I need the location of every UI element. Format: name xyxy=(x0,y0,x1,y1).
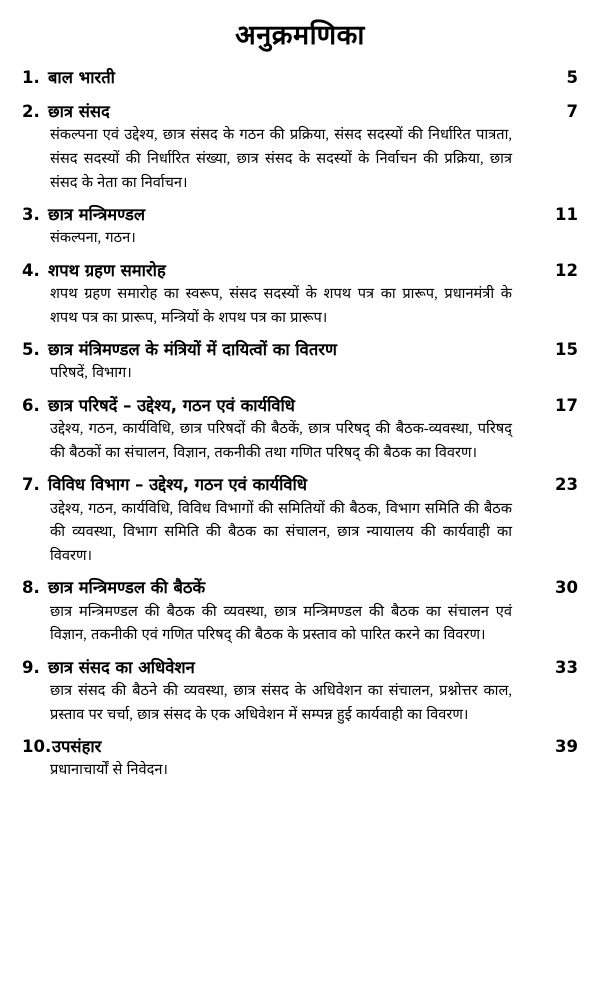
toc-entry-page-number[interactable]: 11 xyxy=(555,205,578,225)
toc-entry-description: उद्देश्य, गठन, कार्यविधि, छात्र परिषदों की बैठकें, छात्र परिषद् की बैठक-व्यवस्था, परिषद् की बैठकों का संचालन, विज्ञान, तकनीकी तथा गणित परिषद् की बैठक का विवरण। xyxy=(50,421,512,461)
toc-entry[interactable] xyxy=(22,393,578,465)
toc-entry-head-left xyxy=(22,202,540,227)
toc-entry-description: छात्र संसद की बैठने की व्यवस्था, छात्र संसद के अधिवेशन का संचालन, प्रश्नोत्तर काल, प्रस्ताव पर चर्चा, छात्र संसद के एक अधिवेशन में सम्पन्न हुई कार्यवाही का विवरण। xyxy=(50,682,512,723)
toc-entry-head[interactable] xyxy=(22,734,578,759)
toc-entry-head-left xyxy=(22,65,540,90)
toc-entry-page-number[interactable]: 5 xyxy=(566,68,578,88)
toc-entry[interactable] xyxy=(22,99,578,195)
toc-entry-title[interactable]: छात्र संसद xyxy=(48,102,110,122)
toc-entry-description: परिषदें, विभाग। xyxy=(50,365,132,382)
toc-entry-title[interactable]: छात्र संसद का अधिवेशन xyxy=(48,657,195,677)
toc-entry-description: प्रधानाचार्यों से निवेदन। xyxy=(50,762,168,779)
page-title: अनुक्रमणिका xyxy=(235,20,365,51)
toc-entry-title[interactable]: छात्र मन्त्रिमण्डल xyxy=(48,205,146,225)
toc-entry-description: शपथ ग्रहण समारोह का स्वरूप, संसद सदस्यों के शपथ पत्र का प्रारूप, प्रधानमंत्री के शपथ पत्र का प्रारूप, मन्त्रियों के शपथ पत्र का प्रारूप। xyxy=(50,286,512,326)
toc-entry-head[interactable] xyxy=(22,575,578,600)
toc-entry[interactable] xyxy=(22,655,578,727)
toc-entry-head-left xyxy=(22,258,540,283)
toc-entry-head[interactable] xyxy=(22,258,578,283)
toc-entry[interactable] xyxy=(22,202,578,251)
toc-entry-number: 4. xyxy=(22,261,40,281)
toc-entry-description: छात्र मन्त्रिमण्डल की बैठक की व्यवस्था, छात्र मन्त्रिमण्डल की बैठक का संचालन एवं विज्ञान, तकनीकी एवं गणित परिषद् की बैठक के प्रस्ताव को पारित करने का विवरण। xyxy=(50,603,512,644)
toc-entry-head[interactable] xyxy=(22,65,578,90)
toc-entry-number: 7. xyxy=(22,475,40,495)
toc-entry-head-left xyxy=(22,655,540,680)
toc-entry-head-left xyxy=(22,472,540,497)
toc-entry-page-number[interactable]: 15 xyxy=(555,340,578,360)
toc-entry-description: उद्देश्य, गठन, कार्यविधि, विविध विभागों की समितियों की बैठक, विभाग समिति की बैठक की व्यवस्था, विभाग समिति की बैठक का संचालन, छात्र न्यायालय की कार्यवाही का विवरण। xyxy=(50,500,512,564)
table-of-contents xyxy=(0,65,600,783)
toc-entry-title[interactable]: शपथ ग्रहण समारोह xyxy=(48,261,166,281)
toc-entry-page-number[interactable]: 39 xyxy=(555,737,578,757)
toc-entry-head[interactable] xyxy=(22,393,578,418)
toc-entry[interactable] xyxy=(22,65,578,90)
toc-entry-head[interactable] xyxy=(22,202,578,227)
toc-entry-number: 9. xyxy=(22,657,40,677)
toc-entry-title[interactable]: बाल भारती xyxy=(48,68,115,88)
toc-entry-title[interactable]: उपसंहार xyxy=(52,737,102,757)
toc-entry-head[interactable] xyxy=(22,472,578,497)
toc-entry-page-number[interactable]: 33 xyxy=(555,657,578,677)
toc-entry-description: संकल्पना, गठन। xyxy=(50,230,136,247)
toc-entry-head-left xyxy=(22,393,540,418)
toc-entry-title[interactable]: छात्र परिषदें – उद्देश्य, गठन एवं कार्यविधि xyxy=(48,396,295,416)
toc-entry-head-left xyxy=(22,734,540,759)
toc-entry-head-left xyxy=(22,337,540,362)
toc-entry[interactable] xyxy=(22,337,578,386)
toc-entry[interactable] xyxy=(22,258,578,330)
toc-entry-head-left xyxy=(22,575,540,600)
toc-entry-page-number[interactable]: 17 xyxy=(555,396,578,416)
toc-entry-head-left xyxy=(22,99,540,124)
toc-entry-page-number[interactable]: 23 xyxy=(555,475,578,495)
toc-entry-number: 6. xyxy=(22,396,40,416)
toc-entry-number: 8. xyxy=(22,578,40,598)
toc-entry-number: 10. xyxy=(22,737,52,757)
toc-entry-number: 2. xyxy=(22,102,40,122)
toc-entry-title[interactable]: छात्र मन्त्रिमण्डल की बैठकें xyxy=(48,578,206,598)
toc-entry[interactable] xyxy=(22,734,578,783)
toc-entry-page-number[interactable]: 30 xyxy=(555,578,578,598)
toc-entry-page-number[interactable]: 12 xyxy=(555,261,578,281)
toc-entry-title[interactable]: छात्र मंत्रिमण्डल के मंत्रियों में दायित्वों का वितरण xyxy=(48,340,337,360)
toc-entry-head[interactable] xyxy=(22,99,578,124)
toc-entry-description: संकल्पना एवं उद्देश्य, छात्र संसद के गठन की प्रक्रिया, संसद सदस्यों की निर्धारित पात्रता, संसद सदस्यों की निर्धारित संख्या, छात्र संसद के सदस्यों के निर्वाचन की प्रक्रिया, छात्र संसद के नेता का निर्वाचन। xyxy=(50,127,512,191)
toc-entry-title[interactable]: विविध विभाग – उद्देश्य, गठन एवं कार्यविधि xyxy=(48,475,307,495)
toc-entry-number: 5. xyxy=(22,340,40,360)
toc-entry-number: 1. xyxy=(22,68,40,88)
toc-entry-number: 3. xyxy=(22,205,40,225)
toc-entry[interactable] xyxy=(22,575,578,647)
toc-entry[interactable] xyxy=(22,472,578,568)
toc-entry-page-number[interactable]: 7 xyxy=(566,102,578,122)
toc-entry-head[interactable] xyxy=(22,655,578,680)
toc-entry-head[interactable] xyxy=(22,337,578,362)
